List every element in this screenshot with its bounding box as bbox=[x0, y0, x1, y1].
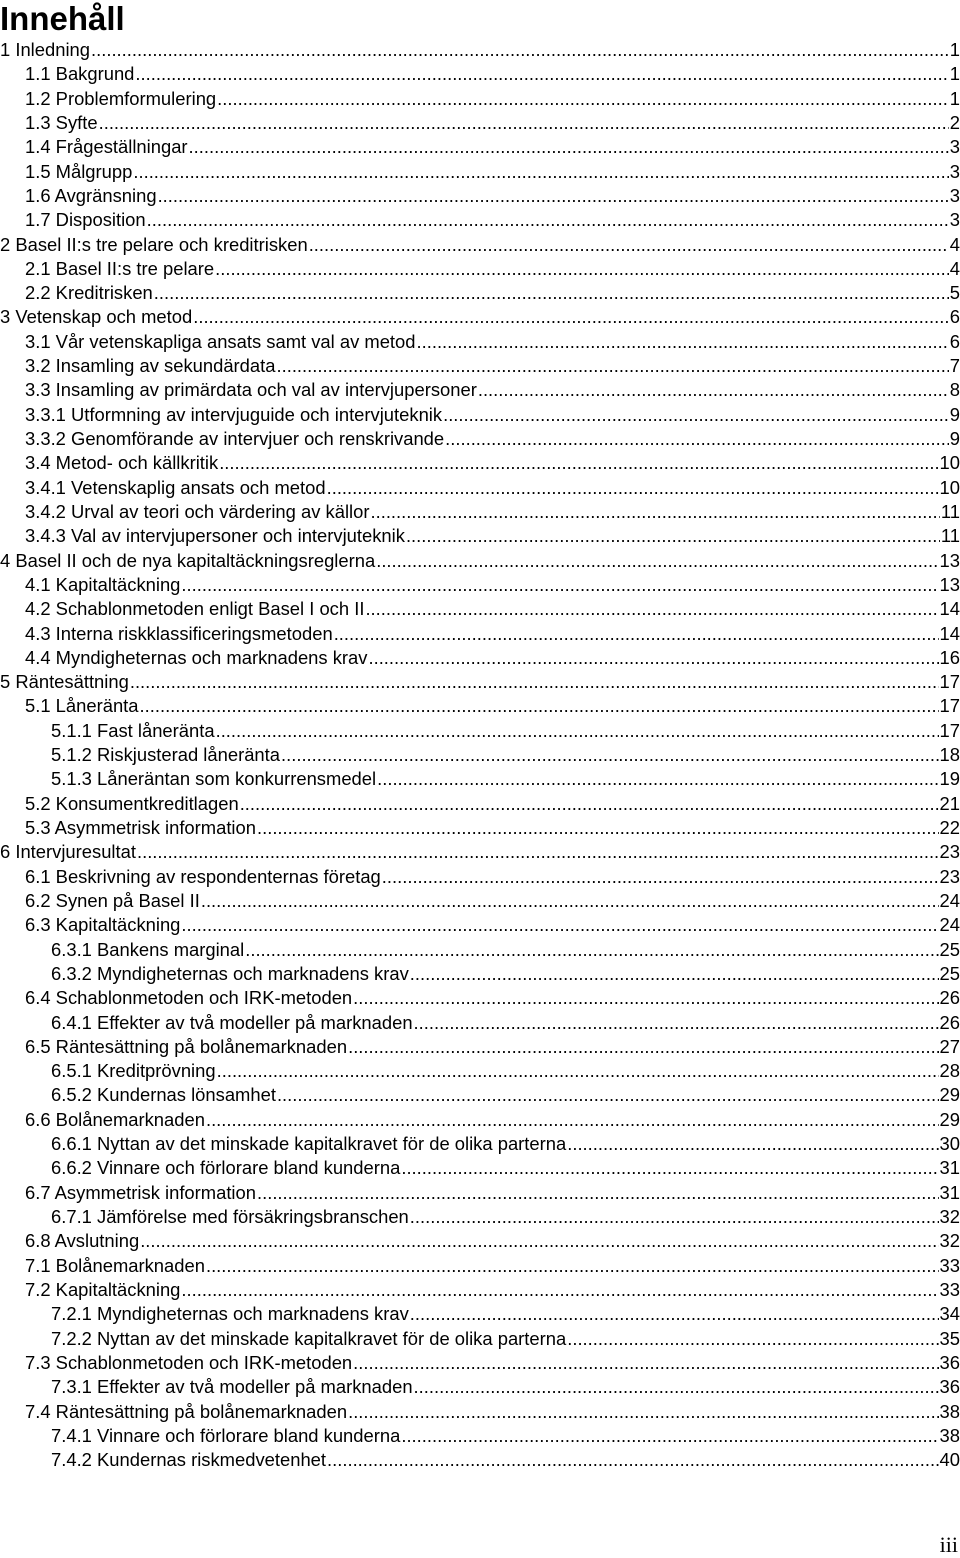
toc-entry-page: 13 bbox=[939, 573, 960, 595]
toc-entry-title: 6.6.1 Nyttan av det minskade kapitalkravet för de olika parterna bbox=[51, 1133, 567, 1155]
toc-entry[interactable] bbox=[0, 281, 960, 305]
toc-entry-title: 3.2 Insamling av sekundärdata bbox=[25, 355, 276, 377]
toc-entry-title: 1 Inledning bbox=[0, 39, 90, 60]
toc-entry-title: 7.2.1 Myndigheternas och marknadens krav bbox=[51, 1303, 409, 1325]
toc-entry[interactable] bbox=[0, 184, 960, 208]
toc-entry-page: 3 bbox=[949, 136, 960, 158]
dot-leader bbox=[133, 160, 948, 184]
toc-entry-page: 2 bbox=[949, 111, 960, 133]
toc-entry[interactable] bbox=[0, 1035, 960, 1059]
toc-entry-page: 4 bbox=[949, 233, 960, 255]
toc-entry-page: 1 bbox=[949, 63, 960, 85]
toc-entry-title: 1.7 Disposition bbox=[25, 209, 146, 231]
dot-leader bbox=[414, 1011, 939, 1035]
dot-leader bbox=[147, 208, 949, 232]
toc-entry-title: 7.2 Kapitaltäckning bbox=[25, 1278, 181, 1300]
toc-entry[interactable] bbox=[0, 1424, 960, 1448]
toc-entry-title: 1.4 Frågeställningar bbox=[25, 136, 188, 158]
toc-entry[interactable] bbox=[0, 889, 960, 913]
toc-entry[interactable] bbox=[0, 451, 960, 475]
toc-entry-page: 18 bbox=[939, 744, 960, 766]
toc-entry-title: 2.1 Basel II:s tre pelare bbox=[25, 257, 215, 279]
toc-entry-title: 6 Intervjuresultat bbox=[0, 841, 136, 863]
dot-leader bbox=[410, 1205, 939, 1229]
toc-entry[interactable] bbox=[0, 1400, 960, 1424]
toc-entry-title: 6.3 Kapitaltäckning bbox=[25, 914, 181, 936]
dot-leader bbox=[193, 305, 949, 329]
toc-entry-title: 7.1 Bolånemarknaden bbox=[25, 1254, 205, 1276]
toc-entry-page: 14 bbox=[939, 598, 960, 620]
toc-entry-page: 24 bbox=[939, 914, 960, 936]
dot-leader bbox=[567, 1327, 938, 1351]
toc-entry-page: 10 bbox=[939, 476, 960, 498]
toc-entry-page: 13 bbox=[939, 549, 960, 571]
toc-entry-title: 6.3.1 Bankens marginal bbox=[51, 938, 245, 960]
toc-entry-title: 5.1.3 Låneräntan som konkurrensmedel bbox=[51, 768, 377, 790]
dot-leader bbox=[240, 792, 939, 816]
toc-entry[interactable] bbox=[0, 378, 960, 402]
toc-entry-title: 7.4.2 Kundernas riskmedvetenhet bbox=[51, 1449, 327, 1471]
toc-entry[interactable] bbox=[0, 1351, 960, 1375]
toc-entry-page: 17 bbox=[939, 671, 960, 693]
toc-entry-title: 6.7.1 Jämförelse med försäkringsbranschen bbox=[51, 1206, 409, 1227]
toc-entry-title: 1.6 Avgränsning bbox=[25, 184, 157, 206]
toc-entry-title: 4 Basel II och de nya kapitaltäckningsreglerna bbox=[0, 549, 376, 571]
dot-leader bbox=[140, 1229, 938, 1253]
toc-entry[interactable] bbox=[0, 1011, 960, 1035]
toc-entry-title: 3 Vetenskap och metod bbox=[0, 306, 193, 328]
toc-entry[interactable] bbox=[0, 354, 960, 378]
toc-entry-page: 33 bbox=[939, 1278, 960, 1300]
toc-entry-title: 6.8 Avslutning bbox=[25, 1230, 140, 1252]
toc-entry-title: 6.5.2 Kundernas lönsamhet bbox=[51, 1084, 276, 1106]
toc-entry-page: 40 bbox=[939, 1449, 960, 1471]
toc-entry-page: 24 bbox=[939, 889, 960, 911]
toc-entry-title: 3.3.1 Utformning av intervjuguide och intervjuteknik bbox=[25, 403, 443, 425]
toc-entry-page: 28 bbox=[939, 1060, 960, 1082]
toc-entry-title: 7.4.1 Vinnare och förlorare bland kunderna bbox=[51, 1424, 401, 1446]
toc-entry-page: 25 bbox=[939, 962, 960, 984]
toc-entry[interactable] bbox=[0, 1108, 960, 1132]
toc-entry-title: 5.1.2 Riskjusterad låneränta bbox=[51, 744, 280, 766]
dot-leader bbox=[365, 597, 938, 621]
toc-entry-title: 3.4 Metod- och källkritik bbox=[25, 452, 219, 474]
toc-entry[interactable] bbox=[0, 1327, 960, 1351]
toc-heading: Innehåll bbox=[0, 0, 125, 37]
dot-leader bbox=[158, 184, 949, 208]
dot-leader bbox=[181, 1278, 938, 1302]
toc-entry-title: 6.6 Bolånemarknaden bbox=[25, 1108, 205, 1130]
toc-entry[interactable] bbox=[0, 208, 960, 232]
toc-entry[interactable] bbox=[0, 694, 960, 718]
toc-entry-page: 27 bbox=[939, 1035, 960, 1057]
dot-leader bbox=[277, 1083, 939, 1107]
toc-entry-page: 5 bbox=[949, 282, 960, 304]
toc-entry-page: 3 bbox=[949, 184, 960, 206]
toc-entry-title: 1.3 Syfte bbox=[25, 111, 98, 133]
toc-entry-title: 5.3 Asymmetrisk information bbox=[25, 817, 256, 838]
toc-entry-page: 33 bbox=[939, 1254, 960, 1276]
dot-leader bbox=[353, 1351, 938, 1375]
toc-entry-title: 4.1 Kapitaltäckning bbox=[25, 573, 181, 595]
toc-entry-page: 38 bbox=[939, 1400, 960, 1422]
dot-leader bbox=[206, 1254, 939, 1278]
dot-leader bbox=[478, 378, 949, 402]
dot-leader bbox=[382, 865, 939, 889]
toc-entry[interactable] bbox=[0, 549, 960, 573]
dot-leader bbox=[414, 1375, 939, 1399]
toc-entry-title: 3.4.3 Val av intervjupersoner och intervjuteknik bbox=[25, 525, 405, 547]
toc-entry-page: 10 bbox=[939, 452, 960, 474]
toc-entry[interactable] bbox=[0, 135, 960, 159]
toc-entry-title: 6.4.1 Effekter av två modeller på marknaden bbox=[51, 1011, 413, 1033]
dot-leader bbox=[181, 913, 938, 937]
toc-entry-page: 9 bbox=[949, 403, 960, 425]
toc-entry-page: 17 bbox=[939, 719, 960, 741]
toc-entry-page: 9 bbox=[949, 428, 960, 449]
toc-entry-page: 23 bbox=[939, 865, 960, 887]
dot-leader bbox=[257, 1181, 939, 1205]
toc-entry[interactable] bbox=[0, 62, 960, 86]
toc-entry[interactable] bbox=[0, 87, 960, 111]
toc-entry-page: 19 bbox=[939, 768, 960, 790]
toc-entry[interactable] bbox=[0, 1156, 960, 1180]
toc-entry-title: 5.1 Låneränta bbox=[25, 695, 139, 717]
toc-entry[interactable] bbox=[0, 743, 960, 767]
toc-entry-title: 1.5 Målgrupp bbox=[25, 160, 133, 182]
dot-leader bbox=[406, 524, 940, 548]
toc-entry[interactable] bbox=[0, 1181, 960, 1205]
toc-entry-title: 4.4 Myndigheternas och marknadens krav bbox=[25, 646, 368, 668]
toc-entry-page: 6 bbox=[949, 306, 960, 328]
toc-entry[interactable] bbox=[0, 233, 960, 257]
toc-entry-title: 6.5.1 Kreditprövning bbox=[51, 1060, 216, 1082]
dot-leader bbox=[276, 354, 948, 378]
toc-entry[interactable] bbox=[0, 160, 960, 184]
toc-entry[interactable] bbox=[0, 427, 960, 451]
dot-leader bbox=[91, 38, 949, 62]
toc-entry[interactable] bbox=[0, 622, 960, 646]
toc-entry-page: 36 bbox=[939, 1351, 960, 1373]
toc-entry-page: 29 bbox=[939, 1084, 960, 1106]
dot-leader bbox=[377, 767, 938, 791]
dot-leader bbox=[137, 840, 939, 864]
toc-entry[interactable] bbox=[0, 913, 960, 937]
dot-leader bbox=[99, 111, 949, 135]
toc-entry-title: 7.2.2 Nyttan av det minskade kapitalkravet för de olika parterna bbox=[51, 1327, 567, 1349]
toc-entry-page: 4 bbox=[949, 257, 960, 279]
dot-leader bbox=[370, 500, 939, 524]
toc-entry[interactable] bbox=[0, 330, 960, 354]
dot-leader bbox=[445, 427, 949, 451]
toc-entry-page: 3 bbox=[949, 160, 960, 182]
toc-entry-page: 21 bbox=[939, 792, 960, 814]
toc-entry[interactable] bbox=[0, 573, 960, 597]
toc-entry-title: 6.7 Asymmetrisk information bbox=[25, 1181, 256, 1203]
toc-entry-page: 22 bbox=[939, 817, 960, 838]
toc-entry-page: 11 bbox=[940, 525, 960, 547]
dot-leader bbox=[257, 816, 939, 840]
toc-entry-title: 3.4.1 Vetenskaplig ansats och metod bbox=[25, 476, 326, 498]
toc-entry-page: 1 bbox=[949, 39, 960, 60]
toc-entry-page: 17 bbox=[939, 695, 960, 717]
toc-entry[interactable] bbox=[0, 816, 960, 840]
toc-entry-page: 8 bbox=[949, 379, 960, 401]
toc-entry[interactable] bbox=[0, 962, 960, 986]
toc-entry-page: 23 bbox=[939, 841, 960, 863]
toc-entry[interactable] bbox=[0, 1205, 960, 1229]
toc-entry-title: 4.2 Schablonmetoden enligt Basel I och II bbox=[25, 598, 365, 620]
dot-leader bbox=[154, 281, 949, 305]
toc-entry[interactable] bbox=[0, 1302, 960, 1326]
toc-entry-page: 25 bbox=[939, 938, 960, 960]
toc-entry-title: 7.4 Räntesättning på bolånemarknaden bbox=[25, 1400, 348, 1422]
dot-leader bbox=[348, 1035, 938, 1059]
toc-entry-page: 1 bbox=[949, 87, 960, 109]
toc-entry-title: 3.1 Vår vetenskapliga ansats samt val av metod bbox=[25, 330, 416, 352]
toc-entry[interactable] bbox=[0, 1254, 960, 1278]
toc-entry[interactable] bbox=[0, 986, 960, 1010]
dot-leader bbox=[201, 889, 939, 913]
toc-entry-page: 32 bbox=[939, 1206, 960, 1227]
toc-entry[interactable] bbox=[0, 305, 960, 329]
toc-entry[interactable] bbox=[0, 1278, 960, 1302]
page-number: iii bbox=[939, 1532, 958, 1557]
toc-entry-title: 3.3 Insamling av primärdata och val av intervjupersoner bbox=[25, 379, 477, 401]
toc-entry-title: 6.6.2 Vinnare och förlorare bland kunderna bbox=[51, 1157, 401, 1179]
toc-entry-title: 1.1 Bakgrund bbox=[25, 63, 135, 85]
dot-leader bbox=[181, 573, 938, 597]
dot-leader bbox=[245, 938, 938, 962]
toc-entry[interactable] bbox=[0, 646, 960, 670]
toc-entry-page: 35 bbox=[939, 1327, 960, 1349]
dot-leader bbox=[417, 330, 949, 354]
dot-leader bbox=[567, 1132, 938, 1156]
toc-entry[interactable] bbox=[0, 257, 960, 281]
toc-entry-title: 4.3 Interna riskklassificeringsmetoden bbox=[25, 622, 333, 644]
dot-leader bbox=[353, 986, 938, 1010]
dot-leader bbox=[281, 743, 939, 767]
dot-leader bbox=[334, 622, 939, 646]
toc-entry[interactable] bbox=[0, 111, 960, 135]
toc-entry[interactable] bbox=[0, 524, 960, 548]
dot-leader bbox=[309, 233, 949, 257]
dot-leader bbox=[217, 1059, 939, 1083]
toc-entry-page: 30 bbox=[939, 1133, 960, 1155]
dot-leader bbox=[140, 694, 939, 718]
toc-entry-title: 6.4 Schablonmetoden och IRK-metoden bbox=[25, 987, 353, 1009]
toc-entry-title: 2.2 Kreditrisken bbox=[25, 282, 153, 304]
toc-entry[interactable] bbox=[0, 1375, 960, 1399]
dot-leader bbox=[401, 1156, 938, 1180]
dot-leader bbox=[368, 646, 938, 670]
toc-entry[interactable] bbox=[0, 403, 960, 427]
toc-entry-page: 38 bbox=[939, 1424, 960, 1446]
toc-entry[interactable] bbox=[0, 38, 960, 62]
toc-entry[interactable] bbox=[0, 1448, 960, 1472]
toc-entry-page: 14 bbox=[939, 622, 960, 644]
toc-entry-title: 3.3.2 Genomförande av intervjuer och renskrivande bbox=[25, 428, 445, 449]
toc-entry-title: 7.3.1 Effekter av två modeller på marknaden bbox=[51, 1376, 413, 1398]
dot-leader bbox=[130, 670, 939, 694]
table-of-contents bbox=[0, 38, 960, 1472]
toc-entry[interactable] bbox=[0, 1059, 960, 1083]
dot-leader bbox=[348, 1400, 938, 1424]
toc-entry-page: 31 bbox=[939, 1181, 960, 1203]
toc-entry-title: 5.2 Konsumentkreditlagen bbox=[25, 792, 239, 814]
toc-entry-page: 16 bbox=[939, 646, 960, 668]
toc-entry[interactable] bbox=[0, 597, 960, 621]
dot-leader bbox=[443, 403, 949, 427]
toc-entry-title: 1.2 Problemformulering bbox=[25, 87, 217, 109]
dot-leader bbox=[401, 1424, 938, 1448]
toc-entry[interactable] bbox=[0, 767, 960, 791]
toc-entry[interactable] bbox=[0, 1132, 960, 1156]
dot-leader bbox=[410, 1302, 939, 1326]
dot-leader bbox=[219, 451, 938, 475]
toc-entry[interactable] bbox=[0, 840, 960, 864]
dot-leader bbox=[327, 476, 939, 500]
toc-entry[interactable] bbox=[0, 792, 960, 816]
toc-entry[interactable] bbox=[0, 476, 960, 500]
toc-entry-page: 7 bbox=[949, 355, 960, 377]
dot-leader bbox=[135, 62, 948, 86]
toc-entry-title: 5.1.1 Fast låneränta bbox=[51, 719, 215, 741]
dot-leader bbox=[216, 719, 939, 743]
toc-entry-page: 29 bbox=[939, 1108, 960, 1130]
toc-entry-title: 6.3.2 Myndigheternas och marknadens krav bbox=[51, 962, 409, 984]
toc-entry-page: 26 bbox=[939, 987, 960, 1009]
toc-entry-title: 6.1 Beskrivning av respondenternas företag bbox=[25, 865, 381, 887]
toc-entry-page: 36 bbox=[939, 1376, 960, 1398]
toc-entry-title: 6.5 Räntesättning på bolånemarknaden bbox=[25, 1035, 348, 1057]
toc-entry-page: 11 bbox=[940, 500, 960, 522]
toc-entry-page: 32 bbox=[939, 1230, 960, 1252]
toc-entry[interactable] bbox=[0, 1083, 960, 1107]
dot-leader bbox=[215, 257, 949, 281]
toc-entry-page: 34 bbox=[939, 1303, 960, 1325]
toc-entry-page: 26 bbox=[939, 1011, 960, 1033]
toc-entry[interactable] bbox=[0, 938, 960, 962]
dot-leader bbox=[217, 87, 949, 111]
dot-leader bbox=[206, 1108, 939, 1132]
toc-entry[interactable] bbox=[0, 719, 960, 743]
dot-leader bbox=[410, 962, 939, 986]
toc-entry-page: 6 bbox=[949, 330, 960, 352]
toc-entry[interactable] bbox=[0, 1229, 960, 1253]
dot-leader bbox=[376, 549, 938, 573]
toc-entry-title: 5 Räntesättning bbox=[0, 671, 129, 693]
dot-leader bbox=[189, 135, 949, 159]
toc-entry-page: 31 bbox=[939, 1157, 960, 1179]
toc-entry-title: 2 Basel II:s tre pelare och kreditrisken bbox=[0, 233, 308, 255]
toc-entry-title: 6.2 Synen på Basel II bbox=[25, 889, 200, 911]
toc-entry-title: 3.4.2 Urval av teori och värdering av källor bbox=[25, 500, 370, 522]
toc-entry-title: 7.3 Schablonmetoden och IRK-metoden bbox=[25, 1351, 353, 1373]
toc-entry-page: 3 bbox=[949, 209, 960, 231]
toc-entry[interactable] bbox=[0, 865, 960, 889]
toc-entry[interactable] bbox=[0, 670, 960, 694]
toc-entry[interactable] bbox=[0, 500, 960, 524]
dot-leader bbox=[327, 1448, 939, 1472]
